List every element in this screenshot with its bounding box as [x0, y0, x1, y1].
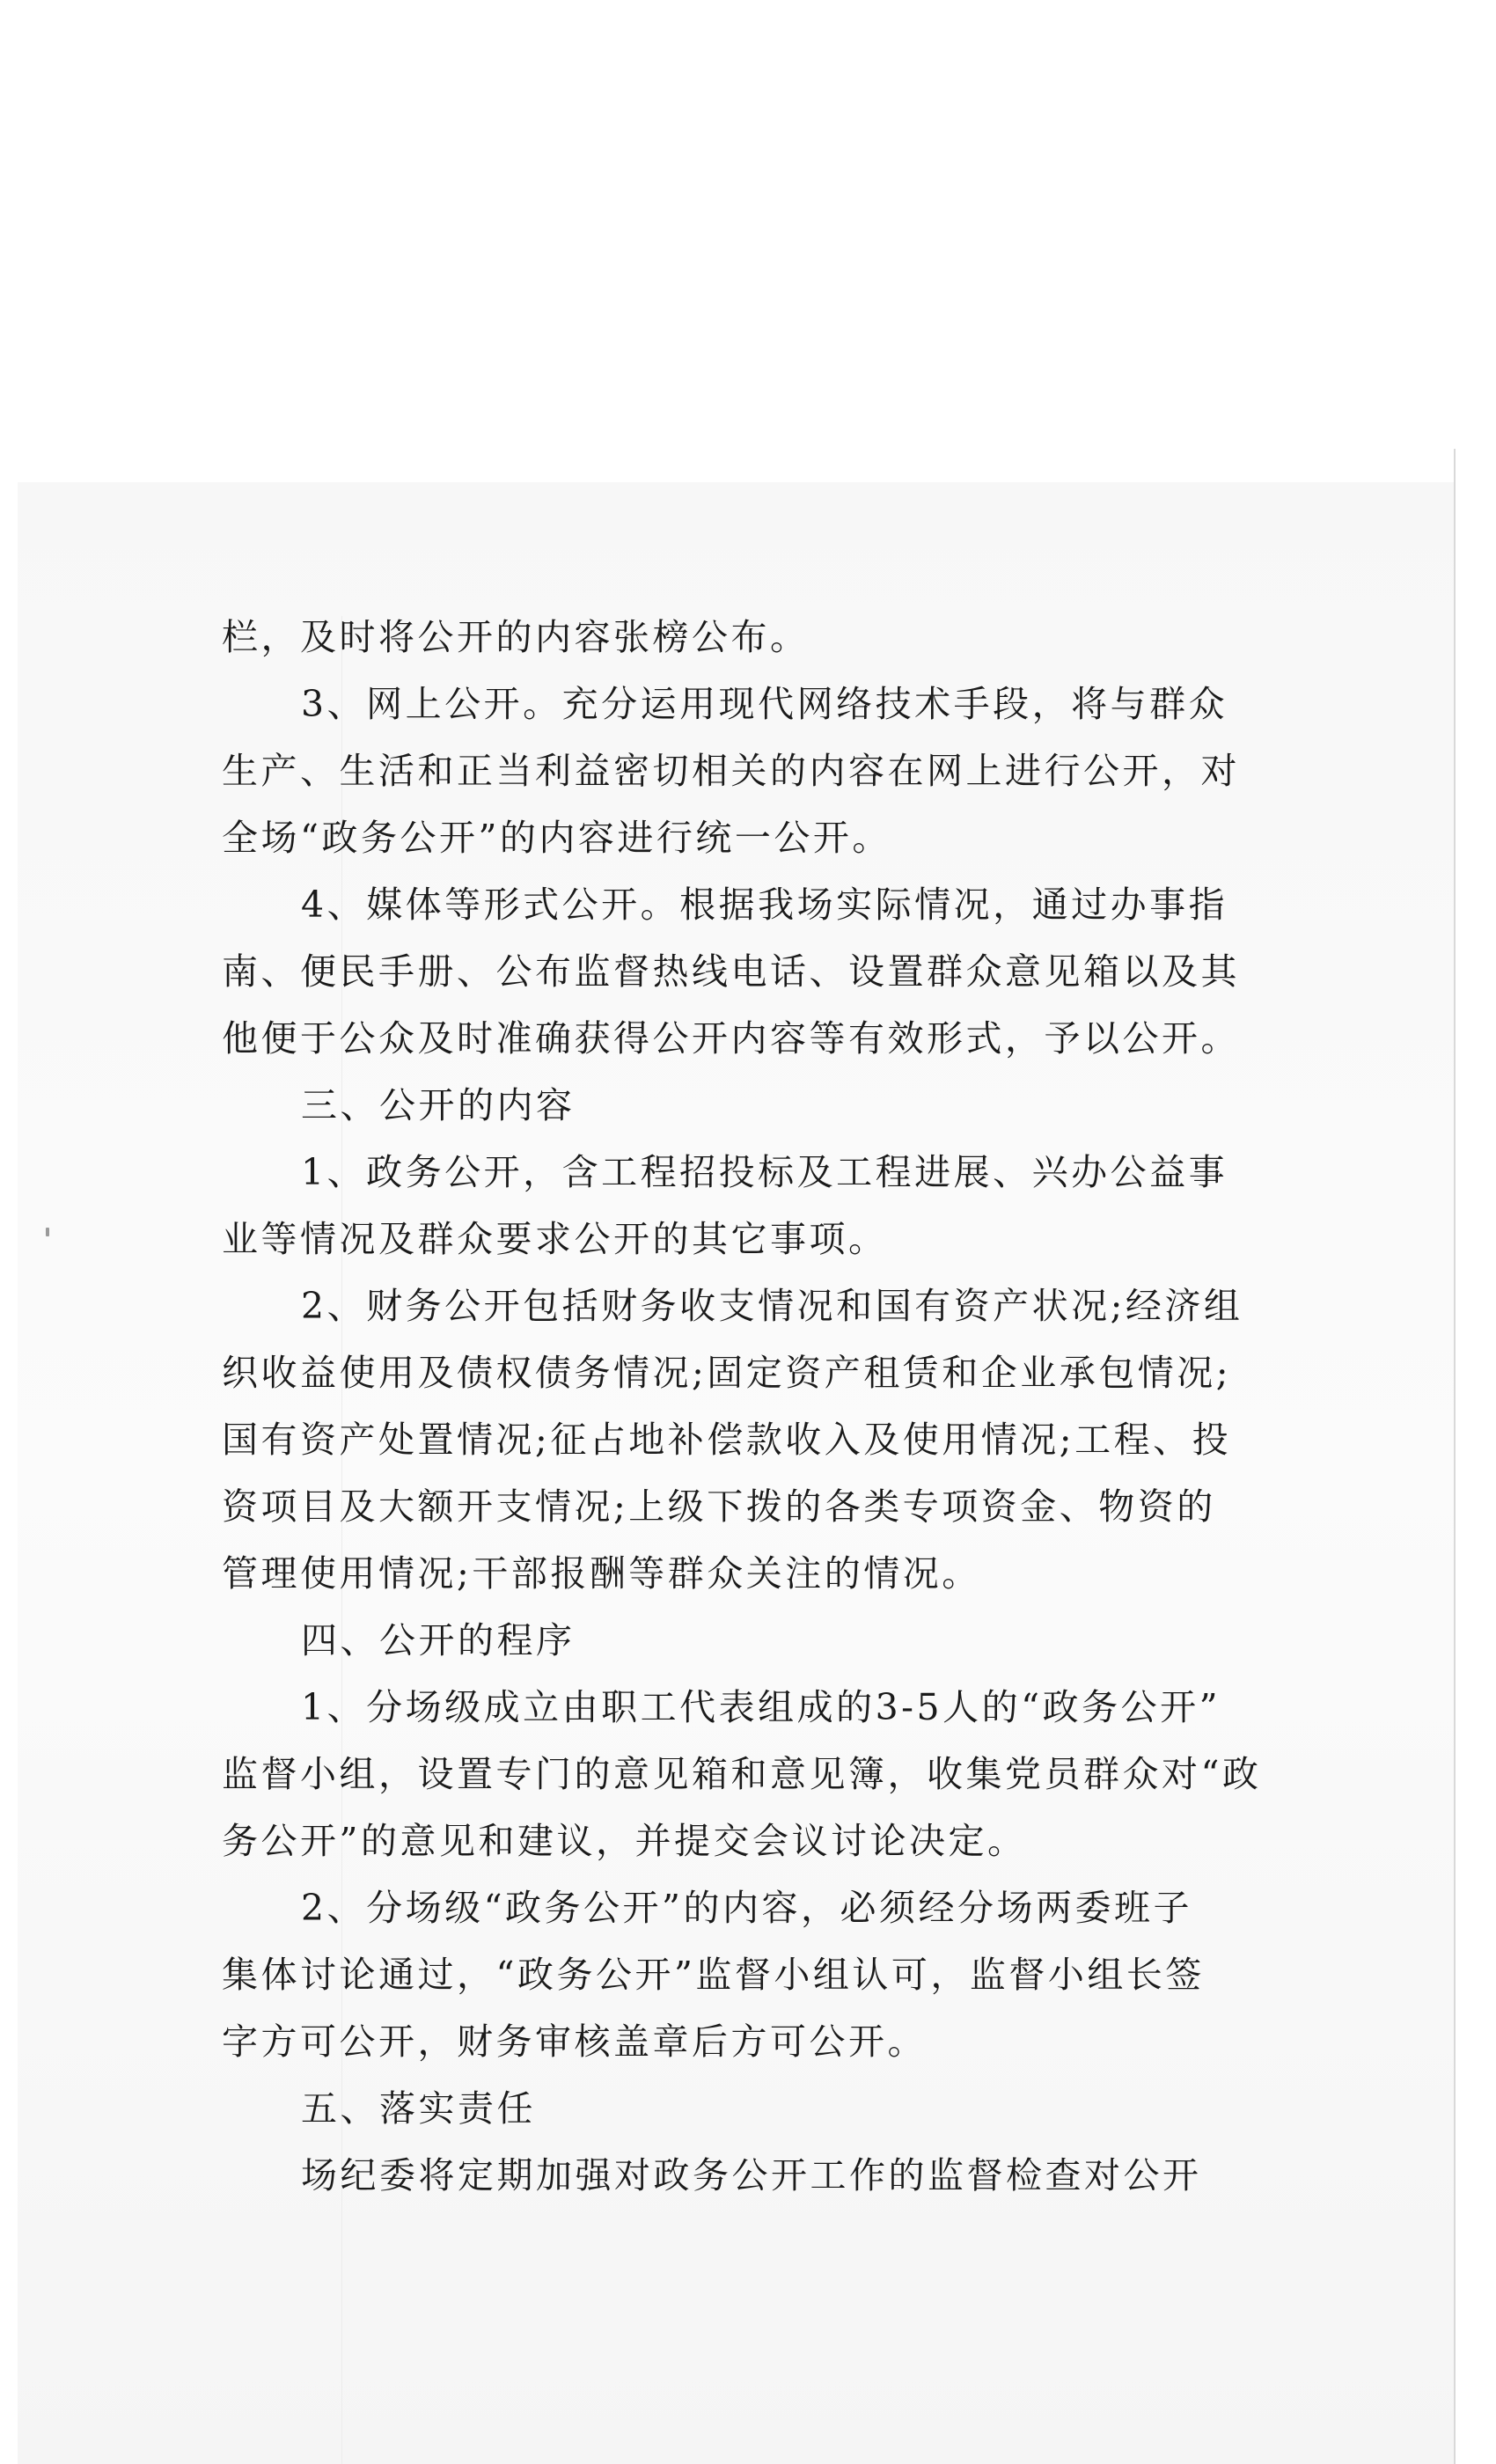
text-line: 全场“政务公开”的内容进行统一公开。 — [222, 817, 891, 859]
text-line: 集体讨论通过，“政务公开”监督小组认可，监督小组长签 — [222, 1954, 1205, 1996]
text-line: 1、分场级成立由职工代表组成的3-5人的“政务公开” — [301, 1686, 1221, 1728]
text-line: 场纪委将定期加强对政务公开工作的监督检查对公开 — [301, 2154, 1202, 2196]
text-line: 2、分场级“政务公开”的内容，必须经分场两委班子 — [301, 1887, 1193, 1929]
text-line: 资项目及大额开支情况;上级下拨的各类专项资金、物资的 — [222, 1485, 1216, 1528]
text-line: 管理使用情况;干部报酬等群众关注的情况。 — [222, 1552, 981, 1595]
text-line: 织收益使用及债权债务情况;固定资产租赁和企业承包情况; — [222, 1352, 1232, 1394]
text-line: 生产、生活和正当利益密切相关的内容在网上进行公开，对 — [222, 750, 1240, 792]
text-line: 3、网上公开。充分运用现代网络技术手段，将与群众 — [301, 683, 1228, 725]
section-heading: 五、落实责任 — [301, 2087, 536, 2130]
text-line: 监督小组，设置专门的意见箱和意见簿，收集党员群众对“政 — [222, 1753, 1262, 1795]
text-line: 南、便民手册、公布监督热线电话、设置群众意见箱以及其 — [222, 950, 1240, 993]
scan-speck — [46, 1228, 49, 1236]
scan-edge — [1454, 449, 1456, 2464]
text-line: 他便于公众及时准确获得公开内容等有效形式，予以公开。 — [222, 1017, 1240, 1060]
text-line: 4、媒体等形式公开。根据我场实际情况，通过办事指 — [301, 884, 1228, 926]
text-line: 务公开”的意见和建议，并提交会议讨论决定。 — [222, 1820, 1027, 1862]
document-body — [222, 604, 1274, 2209]
text-line: 2、财务公开包括财务收支情况和国有资产状况;经济组 — [301, 1285, 1243, 1327]
text-line: 业等情况及群众要求公开的其它事项。 — [222, 1218, 888, 1260]
text-line: 国有资产处置情况;征占地补偿款收入及使用情况;工程、投 — [222, 1419, 1232, 1461]
text-line: 字方可公开，财务审核盖章后方可公开。 — [222, 2020, 927, 2063]
section-heading: 四、公开的程序 — [301, 1619, 576, 1661]
text-line: 1、政务公开，含工程招投标及工程进展、兴办公益事 — [301, 1151, 1228, 1193]
text-line: 栏，及时将公开的内容张榜公布。 — [222, 616, 810, 658]
section-heading: 三、公开的内容 — [301, 1084, 576, 1126]
